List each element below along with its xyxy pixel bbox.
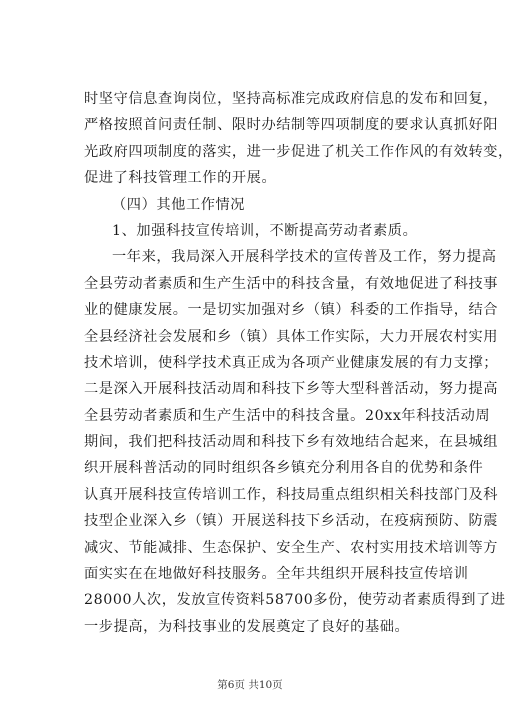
text-line: 光政府四项制度的落实，进一步促进了机关工作作风的有效转变， (84, 143, 513, 160)
text-line: 时坚守信息查询岗位，坚持高标准完成政府信息的发布和回复， (84, 91, 499, 107)
text-line: 促进了科技管理工作的开展。 (84, 170, 277, 187)
section-heading: （四）其他工作情况 (112, 196, 246, 213)
text-line: 技术培训，使科学技术真正成为各项产业健康发展的有力支撑； (84, 354, 499, 371)
text-line: 一步提高，为科技事业的发展奠定了良好的基础。 (84, 618, 410, 635)
text-line: 28000人次，发放宣传资料58700多份，使劳动者素质得到了进 (84, 592, 506, 609)
text-line: 全县劳动者素质和生产生活中的科技含量。20xx年科技活动周 (84, 407, 491, 424)
text-line: 减灾、节能减排、生态保护、安全生产、农村实用技术培训等方 (84, 539, 499, 556)
text-line: 业的健康发展。一是切实加强对乡（镇）科委的工作指导，结合 (84, 302, 499, 319)
body-text (84, 86, 513, 640)
text-line: 织开展科普活动的同时组织各乡镇充分利用各自的优势和条件 (84, 460, 484, 477)
text-line: 一年来，我局深入开展科学技术的宣传普及工作，努力提高 (112, 249, 497, 266)
text-line: 面实实在在地做好科技服务。全年共组织开展科技宣传培训 (84, 566, 469, 583)
text-line: 技型企业深入乡（镇）开展送科技下乡活动，在疫病预防、防震 (84, 513, 499, 530)
subsection-heading: 1、加强科技宣传培训，不断提高劳动者素质。 (112, 222, 418, 239)
text-line: 认真开展科技宣传培训工作，科技局重点组织相关科技部门及科 (84, 486, 499, 503)
text-line: 二是深入开展科技活动周和科技下乡等大型科普活动，努力提高 (84, 381, 499, 398)
text-line: 严格按照首问责任制、限时办结制等四项制度的要求认真抓好阳 (84, 117, 499, 134)
text-line: 全县劳动者素质和生产生活中的科技含量，有效地促进了科技事 (84, 275, 499, 292)
page-number-footer: 第6页 共10页 (217, 679, 283, 691)
text-line: 全县经济社会发展和乡（镇）具体工作实际，大力开展农村实用 (84, 328, 499, 345)
text-line: 期间，我们把科技活动周和科技下乡有效地结合起来，在县城组 (84, 434, 499, 451)
